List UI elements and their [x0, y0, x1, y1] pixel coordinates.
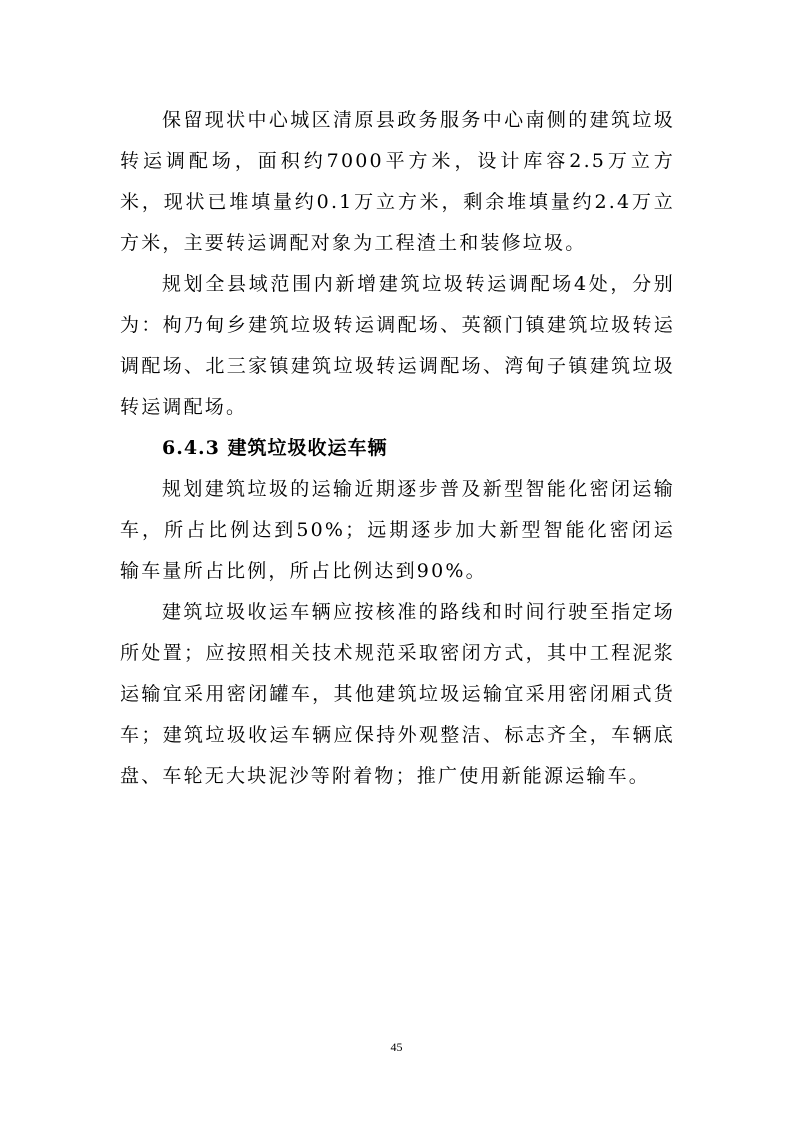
page-number: 45: [390, 1040, 403, 1054]
paragraph-new-transfer-sites: 规划全县域范围内新增建筑垃圾转运调配场4处，分别为：枸乃甸乡建筑垃圾转运调配场、英额门镇建筑垃圾转运调配场、北三家镇建筑垃圾转运调配场、湾甸子镇建筑垃圾转运调配场。: [120, 273, 675, 418]
section-heading: 6.4.3 建筑垃圾收运车辆: [162, 437, 388, 459]
paragraph-existing-transfer-site: 保留现状中心城区清原县政务服务中心南侧的建筑垃圾转运调配场，面积约7000平方米，设计库容2.5万立方米，现状已堆填量约0.1万立方米，剩余堆填量约2.4万立方米，主要转运调配对象为工程渣土和装修垃圾。: [120, 109, 675, 254]
paragraph-vehicle-plan: 规划建筑垃圾的运输近期逐步普及新型智能化密闭运输车，所占比例达到50%；远期逐步加大新型智能化密闭运输车量所占比例，所占比例达到90%。: [120, 478, 675, 582]
paragraph-vehicle-requirements: 建筑垃圾收运车辆应按核准的路线和时间行驶至指定场所处置；应按照相关技术规范采取密闭方式，其中工程泥浆运输宜采用密闭罐车，其他建筑垃圾运输宜采用密闭厢式货车；建筑垃圾收运车辆应保持外观整洁、标志齐全，车辆底盘、车轮无大块泥沙等附着物；推广使用新能源运输车。: [120, 601, 675, 787]
page-body: [120, 100, 675, 797]
